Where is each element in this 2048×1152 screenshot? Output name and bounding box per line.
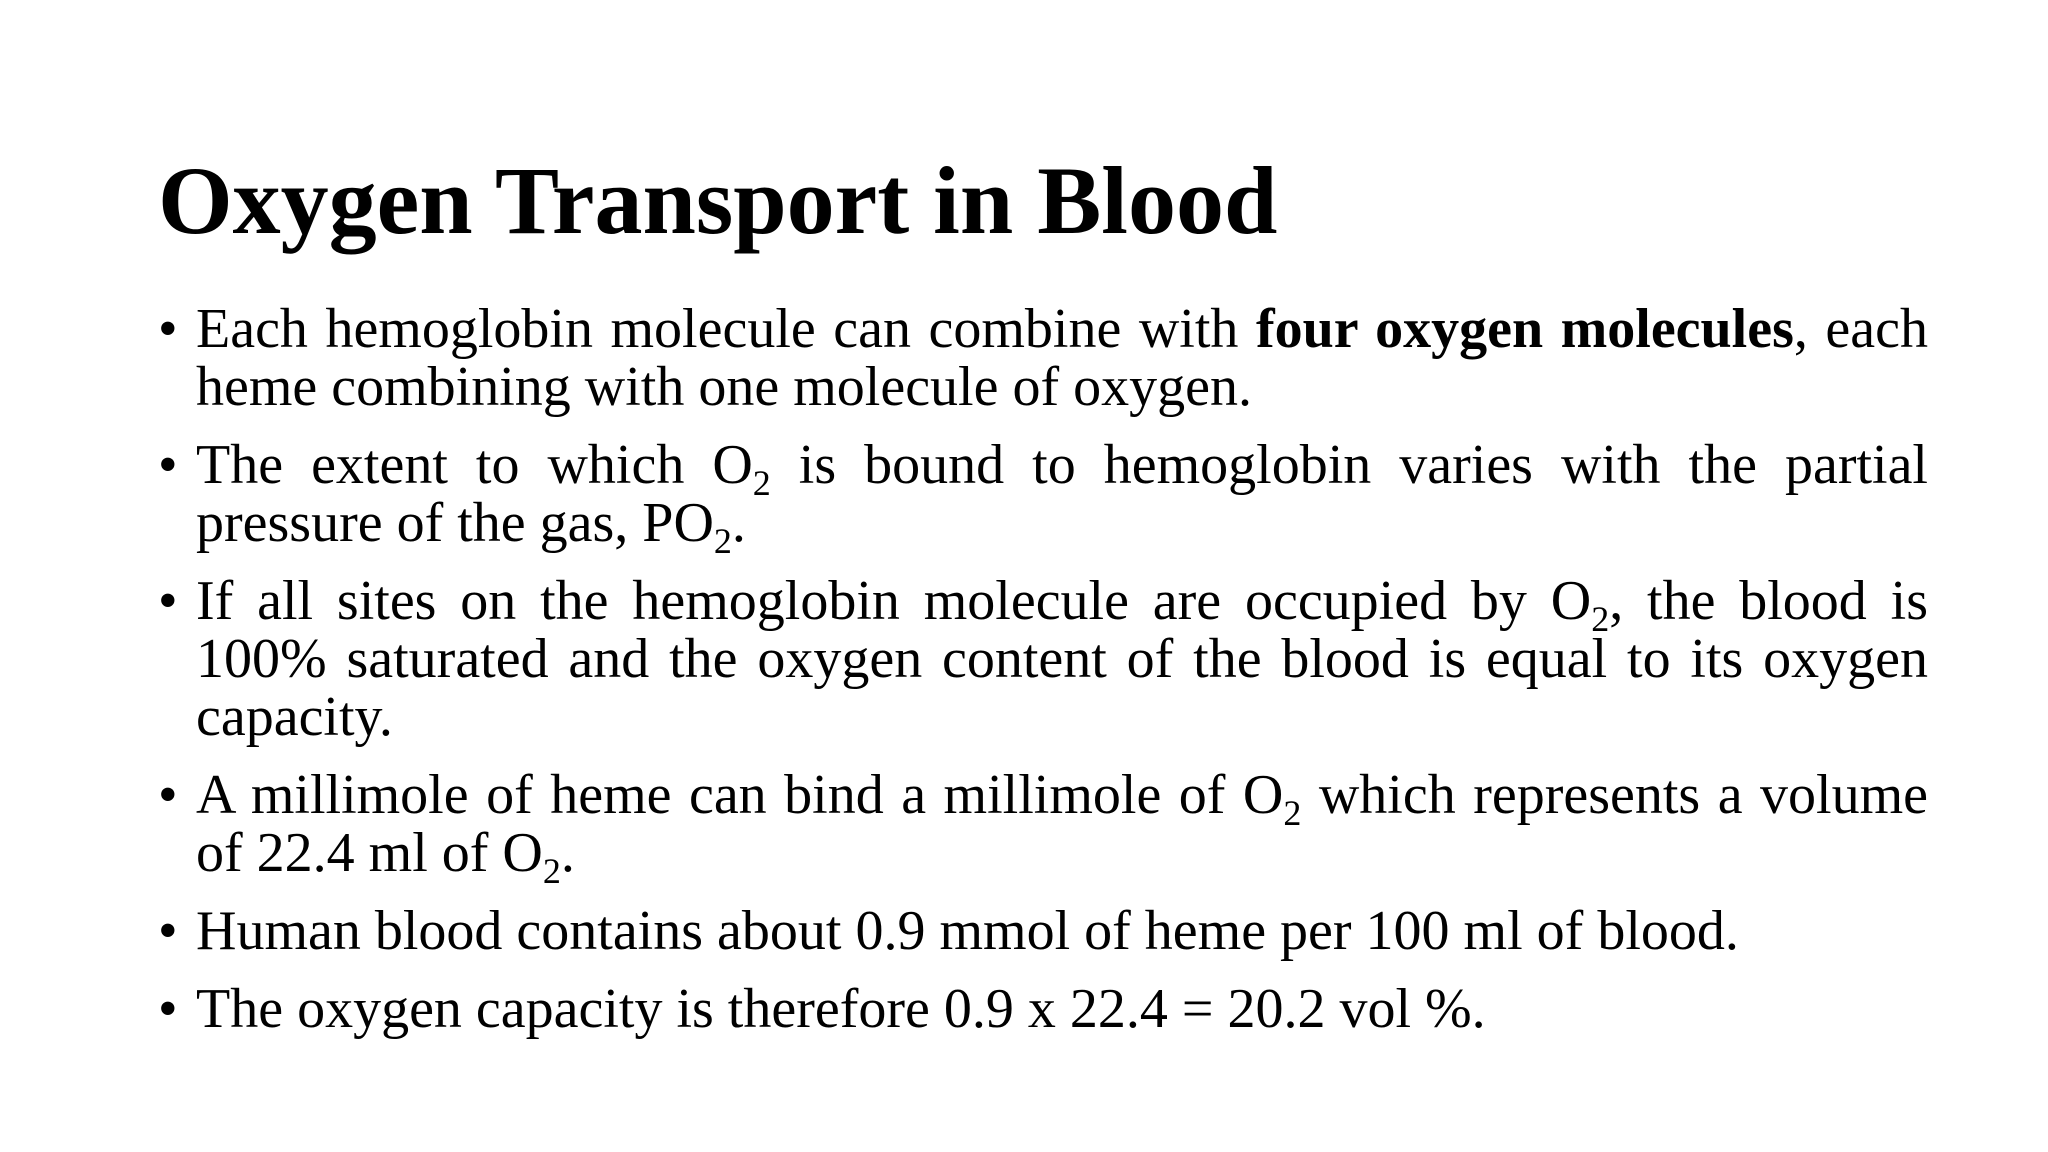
bullet-icon: • [158,570,178,632]
bullet-icon: • [158,434,178,496]
bullet-text: The oxygen capacity is therefore 0.9 x 22.4 = 20.2 vol %. [196,978,1486,1040]
bullet-item [158,902,1928,960]
subscript: 2 [713,521,732,561]
bullet-text: Human blood contains about 0.9 mmol of heme per 100 ml of blood. [196,900,1739,962]
bullet-item [158,434,1928,561]
bullet-text: . [560,822,575,884]
bullet-text: A millimole of heme can bind a millimole of O [196,764,1284,826]
bullet-item [158,572,1928,746]
bullet-text: . [731,492,746,554]
bullet-icon: • [158,298,178,360]
bullet-item [158,980,1928,1038]
bullet-item [158,764,1928,891]
subscript: 2 [1283,793,1302,833]
bullet-text: Each hemoglobin molecule can combine with [196,298,1256,360]
subscript: 2 [542,851,561,891]
bullet-icon: • [158,764,178,826]
bullet-text: If all sites on the hemoglobin molecule are occupied by O [196,570,1592,632]
bullet-text: The extent to which O [196,434,753,496]
subscript: 2 [752,463,771,503]
bullet-text: which represents a volume of 22.4 ml of O [196,764,1928,884]
bullet-icon: • [158,900,178,962]
bullet-list [158,300,1928,1058]
bullet-text: , each heme combining with one molecule of oxygen. [196,298,1928,418]
subscript: 2 [1591,599,1610,639]
bullet-icon: • [158,978,178,1040]
bullet-item [158,300,1928,416]
bullet-bold-text: four oxygen molecules [1255,298,1794,360]
bullet-text: , the blood is 100% saturated and the oxygen content of the blood is equal to its oxygen capacity. [196,570,1928,748]
bullet-text: is bound to hemoglobin varies with the partial pressure of the gas, PO [196,434,1928,554]
slide-title: Oxygen Transport in Blood [158,147,1278,254]
